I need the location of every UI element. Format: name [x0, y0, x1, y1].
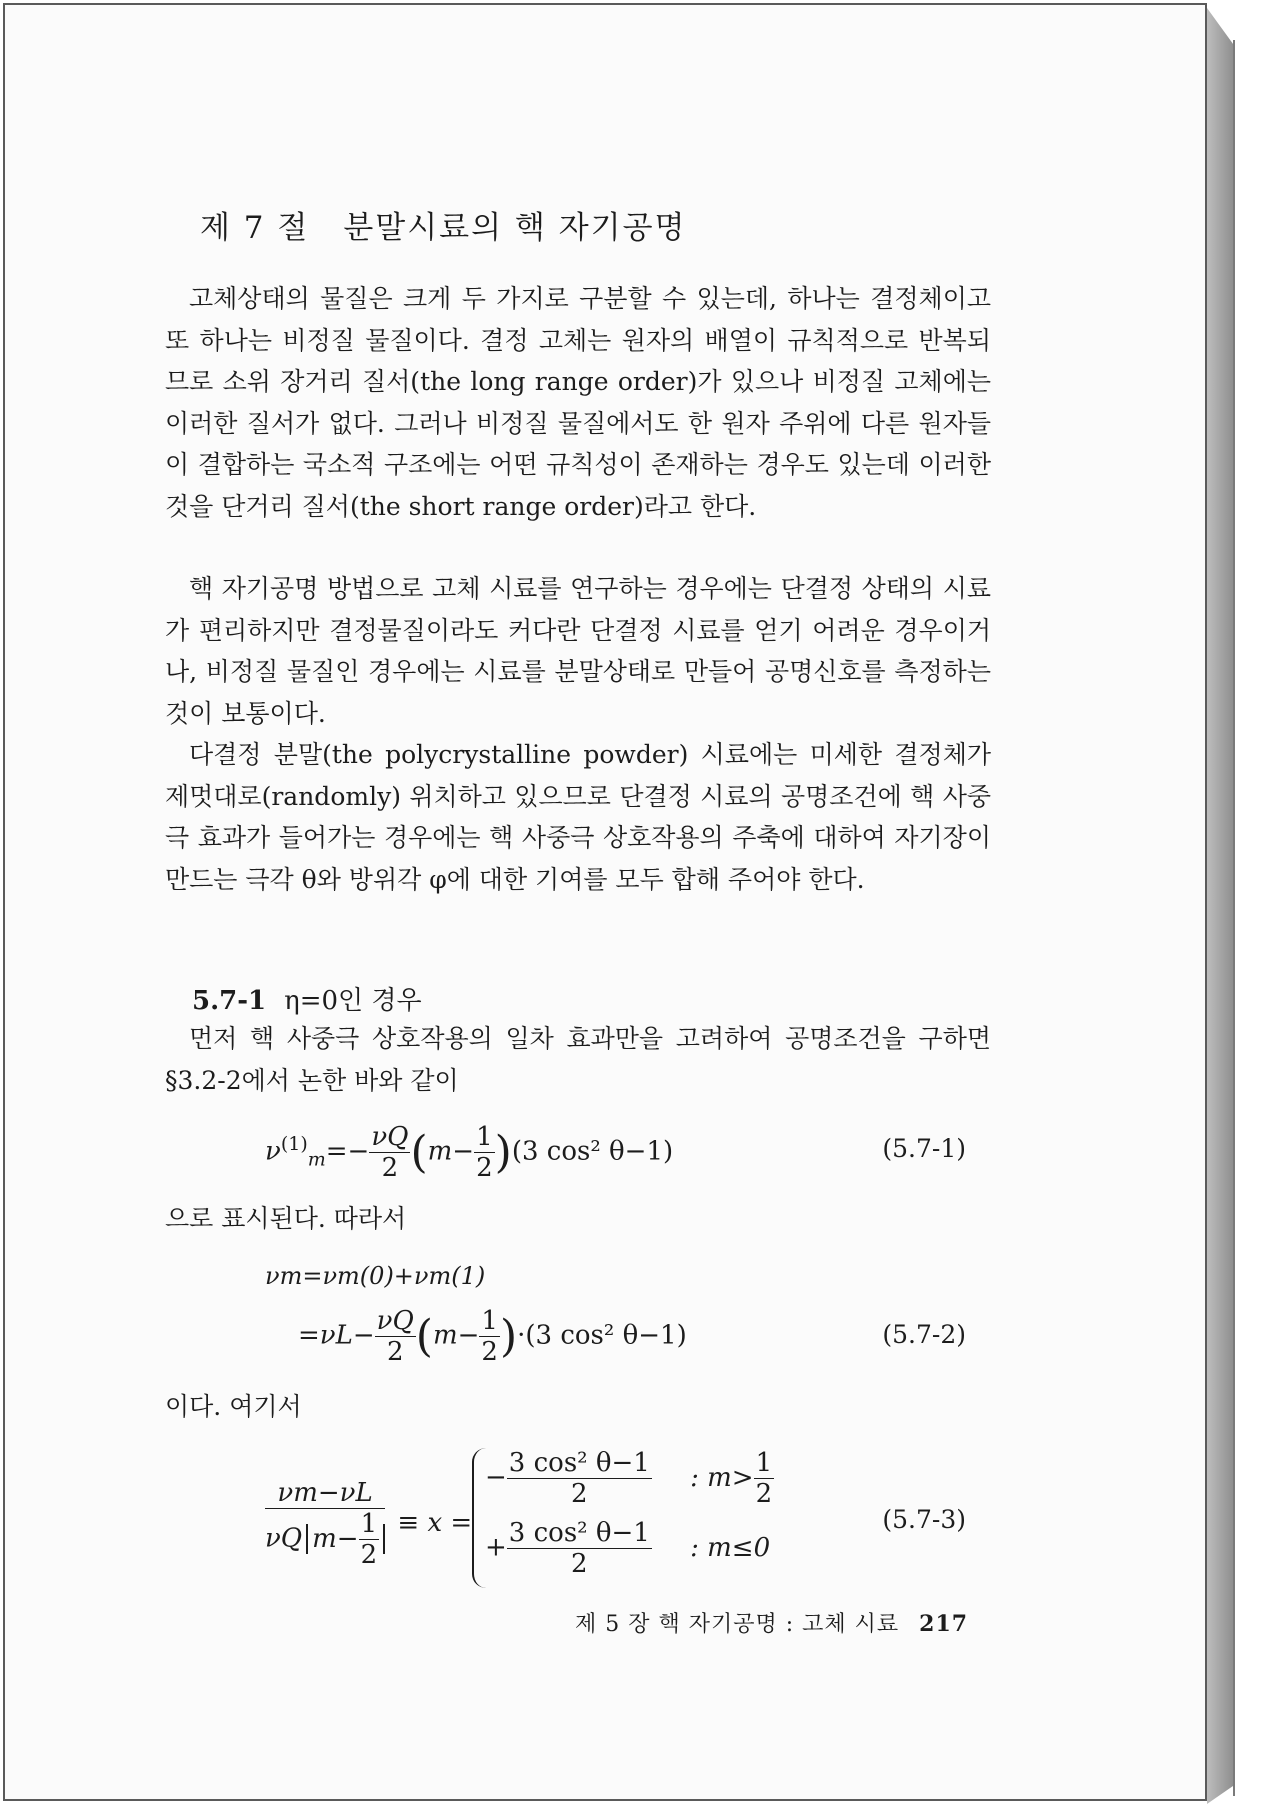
- section-number: 제 7 절: [200, 210, 310, 246]
- eq2-half: [479, 1306, 500, 1367]
- section-heading: 분말시료의 핵 자기공명: [343, 210, 687, 246]
- eq3-case1-cond: : m>: [690, 1462, 754, 1493]
- eq3-den-b: m−: [312, 1523, 359, 1554]
- eq3-case2-num: 3 cos² θ−1: [508, 1518, 650, 1548]
- eq2-num: νQ: [376, 1306, 414, 1336]
- eq3-case2-frac: [507, 1518, 652, 1579]
- text-between-1: 으로 표시된다. 따라서: [165, 1204, 407, 1233]
- running-footer: [575, 1607, 968, 1638]
- eq2-tail: ·(3 cos² θ−1): [517, 1320, 687, 1351]
- eq3-mid: ≡ x =: [397, 1508, 473, 1538]
- eq3-case1-frac: [507, 1448, 652, 1509]
- eq1-m: m−: [427, 1136, 475, 1167]
- eq3-den-half-d: 2: [360, 1540, 378, 1570]
- eq3-case1-num: 3 cos² θ−1: [508, 1448, 650, 1478]
- eq3-case1: [485, 1448, 774, 1509]
- eq3-case2: [485, 1518, 770, 1579]
- eq1-half-n: 1: [476, 1122, 493, 1152]
- section-title: [200, 202, 687, 247]
- subsection-heading: [192, 980, 422, 1017]
- page-edge-line: [1233, 40, 1235, 1796]
- footer-chapter: 제 5 장 핵 자기공명 : 고체 시료: [575, 1612, 900, 1637]
- eq2-half-d: 2: [481, 1337, 498, 1367]
- eq3-case1-sign: −: [485, 1462, 507, 1493]
- eq1-num: νQ: [371, 1122, 409, 1152]
- equation-5-7-2: =νL− $\frac{\nu Q}{2}$ (m− $\frac{1}{2}$ )·(3 cos² θ−1): [298, 1306, 687, 1367]
- eq2-den: 2: [386, 1337, 404, 1367]
- eq3-case2-den: 2: [571, 1549, 588, 1579]
- subsection-number: 5.7-1: [192, 986, 267, 1016]
- eq1-den: 2: [381, 1153, 399, 1183]
- subsection-title: η=0인 경우: [284, 986, 422, 1016]
- equation-5-7-3: [265, 1478, 472, 1570]
- eq1-lhs: ν: [265, 1136, 281, 1167]
- eq1-half-d: 2: [476, 1153, 493, 1183]
- page-edge-shadow: [1207, 8, 1233, 1804]
- eq3-num: νm−νL: [265, 1478, 385, 1509]
- eq1-sub: m: [307, 1148, 326, 1171]
- eq2-a: =νL−: [298, 1320, 375, 1351]
- equation-5-7-1: $\nu^{(1)}_m=-$ $\frac{\nu Q}{2}$ (m− $\frac{1}{2}$ )(3 cos² θ−1): [265, 1122, 674, 1183]
- text-between-2: 이다. 여기서: [165, 1392, 302, 1421]
- eq3-case1-den: 2: [571, 1479, 588, 1509]
- eq2-label: (5.7-2): [882, 1320, 966, 1349]
- eq3-case1-cond-frac: [754, 1448, 775, 1509]
- eq2-line1: νm=νm(0)+νm(1): [265, 1262, 486, 1290]
- eq3-case1-cond-n: 1: [755, 1448, 773, 1478]
- eq1-frac: [369, 1122, 410, 1183]
- eq1-sup: (1): [280, 1132, 308, 1155]
- eq3-den-half-n: 1: [360, 1509, 378, 1539]
- paragraph-1: 고체상태의 물질은 크게 두 가지로 구분할 수 있는데, 하나는 결정체이고 또 하나는 비정질 물질이다. 결정 고체는 원자의 배열이 규칙적으로 반복되므로 소위 장거리 질서(the long range order)가 있으나 비정질 고체에는 이러한 질서가 없다. 그러나 비정질 물질에서도 한 원자 주위에 다른 원자들이 결합하는 국소적 구조에는 어떤 규칙성이 존재하는 경우도 있는데 이러한 것을 단거리 질서(the short range order)라고 한다.: [165, 284, 991, 521]
- eq1-half: [474, 1122, 495, 1183]
- paragraph-2: 핵 자기공명 방법으로 고체 시료를 연구하는 경우에는 단결정 상태의 시료가 편리하지만 결정물질이라도 커다란 단결정 시료를 얻기 어려운 경우이거나, 비정질 물질인 경우에는 시료를 분말상태로 만들어 공명신호를 측정하는 것이 보통이다.: [165, 574, 991, 728]
- eq1-label: (5.7-1): [882, 1134, 966, 1163]
- eq3-den-a: νQ: [265, 1523, 303, 1554]
- eq3-case2-sign: +: [485, 1532, 507, 1563]
- eq3-case1-cond-d: 2: [755, 1479, 773, 1509]
- eq1-mid: =−: [325, 1136, 370, 1167]
- paragraph-4: 먼저 핵 사중극 상호작용의 일차 효과만을 고려하여 공명조건을 구하면 §3.2-2에서 논한 바와 같이: [165, 1024, 991, 1095]
- eq2-m: m−: [432, 1320, 480, 1351]
- eq2-frac: [375, 1306, 416, 1367]
- eq3-case2-cond: : m≤0: [690, 1532, 771, 1563]
- eq1-tail: (3 cos² θ−1): [511, 1136, 674, 1167]
- eq2-half-n: 1: [481, 1306, 498, 1336]
- eq3-den-half: [359, 1509, 380, 1570]
- eq3-lhs-frac: [265, 1478, 385, 1570]
- eq3-label: (5.7-3): [882, 1505, 966, 1534]
- paragraph-3: 다결정 분말(the polycrystalline powder) 시료에는 미세한 결정체가 제멋대로(randomly) 위치하고 있으므로 단결정 시료의 공명조건에 핵 사중극 효과가 들어가는 경우에는 핵 사중극 상호작용의 주축에 대하여 자기장이 만드는 극각 θ와 방위각 φ에 대한 기여를 모두 합해 주어야 한다.: [165, 740, 991, 894]
- page-number: 217: [919, 1611, 969, 1637]
